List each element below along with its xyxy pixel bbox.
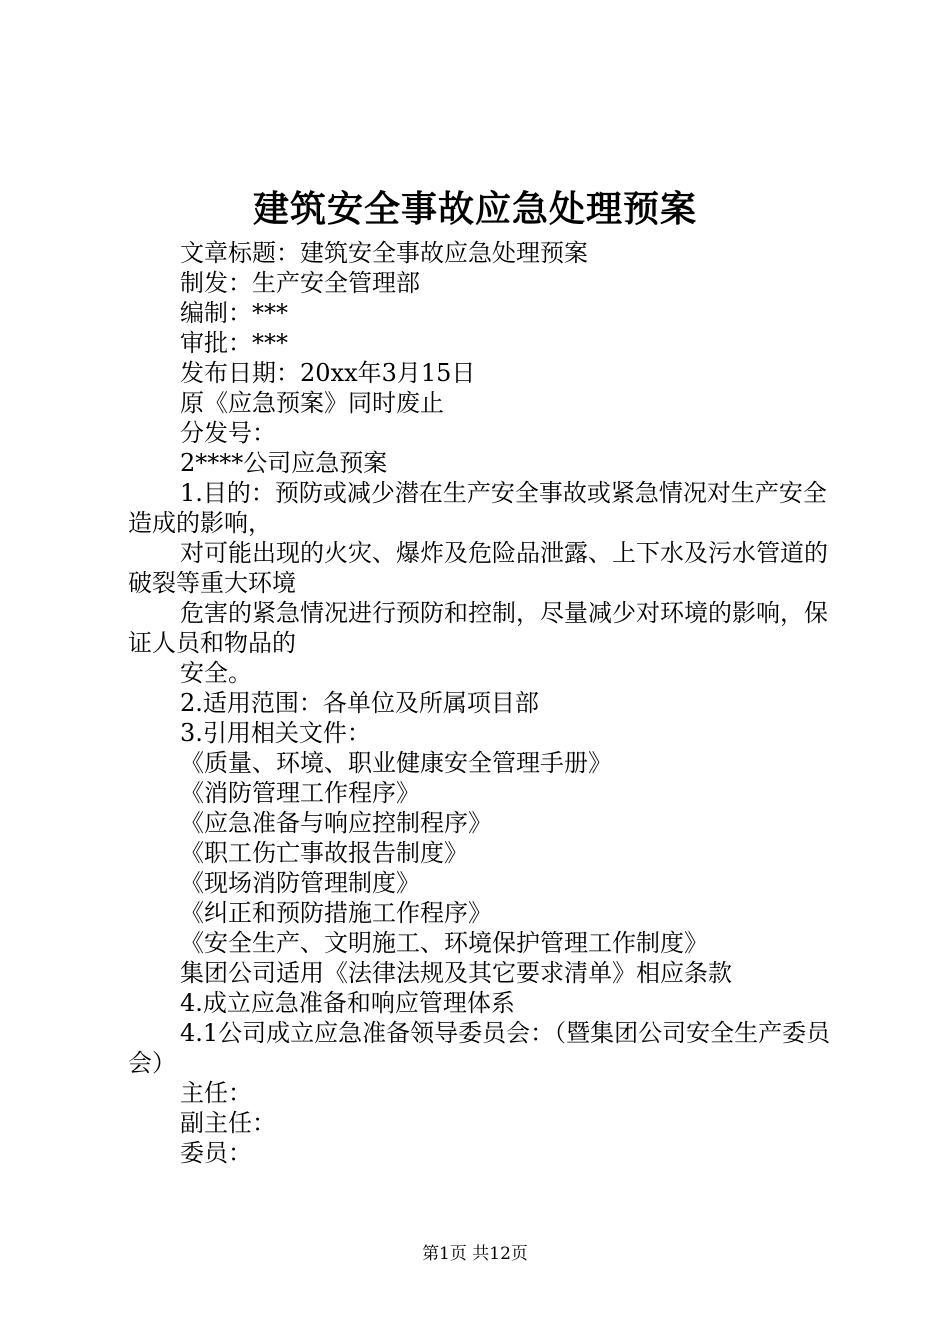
paragraph-references-heading: 3.引用相关文件： [180, 719, 371, 747]
paragraph-company-plan: 2****公司应急预案 [180, 449, 388, 477]
paragraph-reference-item: 《质量、环境、职业健康安全管理手册》 [180, 749, 612, 777]
paragraph-article-title: 文章标题：建筑安全事故应急处理预案 [180, 239, 588, 267]
paragraph-purpose: 1.目的：预防或减少潜在生产安全事故或紧急情况对生产安全造成的影响， [128, 479, 827, 537]
paragraph-deputy-director: 副主任： [180, 1109, 276, 1137]
paragraph-reference-item: 集团公司适用《法律法规及其它要求清单》相应条款 [180, 959, 732, 987]
paragraph-scope: 2.适用范围：各单位及所属项目部 [180, 689, 539, 717]
paragraph-reference-item: 《消防管理工作程序》 [180, 779, 420, 807]
paragraph-distribution-number: 分发号： [180, 419, 276, 447]
paragraph-compiler: 编制：*** [180, 299, 288, 327]
paragraph-reference-item: 《应急准备与响应控制程序》 [180, 809, 492, 837]
paragraph-supersedes: 原《应急预案》同时废止 [180, 389, 444, 417]
paragraph-reference-item: 《安全生产、文明施工、环境保护管理工作制度》 [180, 929, 708, 957]
document-title: 建筑安全事故应急处理预案 [252, 188, 697, 230]
paragraph-section-4-heading: 4.成立应急准备和响应管理体系 [180, 989, 515, 1017]
paragraph-purpose-cont-1: 对可能出现的火灾、爆炸及危险品泄露、上下水及污水管道的破裂等重大环境 [128, 539, 828, 597]
paragraph-release-date: 发布日期：20xx年3月15日 [180, 359, 476, 387]
paragraph-members: 委员： [180, 1139, 252, 1167]
paragraph-director: 主任： [180, 1079, 252, 1107]
document-body [128, 238, 838, 1168]
paragraph-purpose-cont-2: 危害的紧急情况进行预防和控制，尽量减少对环境的影响，保证人员和物品的 [128, 599, 828, 657]
paragraph-issuer: 制发：生产安全管理部 [180, 269, 420, 297]
paragraph-approver: 审批：*** [180, 329, 288, 357]
paragraph-purpose-cont-3: 安全。 [180, 659, 252, 687]
page-footer: 第1页 共12页 [422, 1244, 528, 1264]
paragraph-section-4-1: 4.1公司成立应急准备领导委员会：（暨集团公司安全生产委员会） [128, 1019, 831, 1077]
paragraph-reference-item: 《纠正和预防措施工作程序》 [180, 899, 492, 927]
paragraph-reference-item: 《现场消防管理制度》 [180, 869, 420, 897]
paragraph-reference-item: 《职工伤亡事故报告制度》 [180, 839, 468, 867]
